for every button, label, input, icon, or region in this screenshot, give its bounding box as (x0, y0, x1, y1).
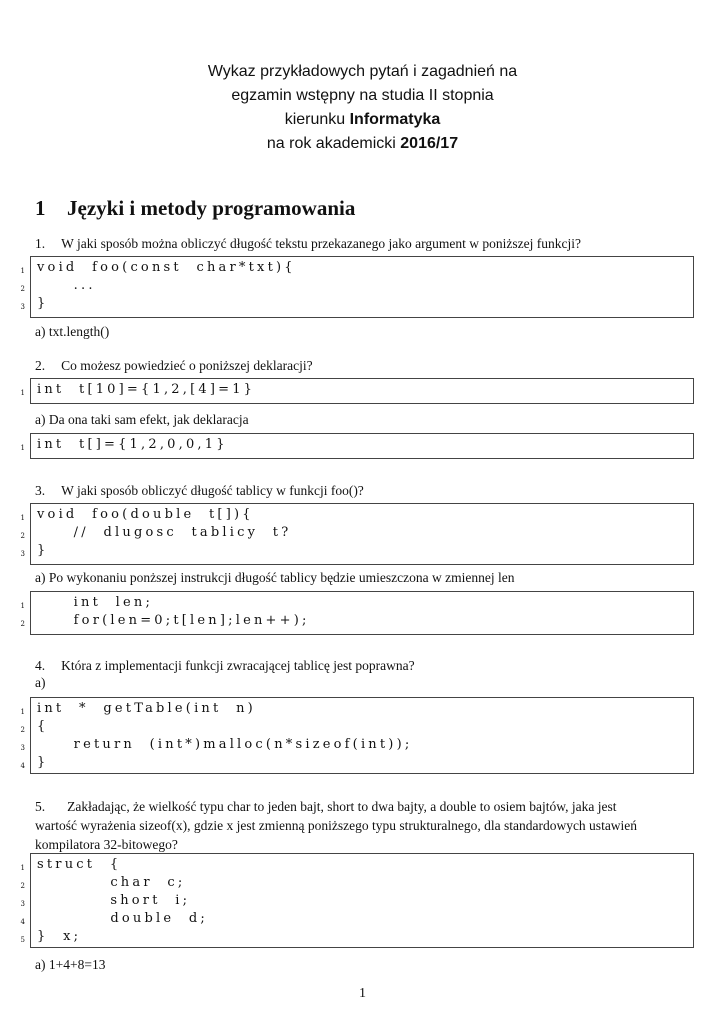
answer-q1: a) txt.length() (35, 324, 110, 339)
code-block-q1 (20, 256, 694, 318)
code-line (20, 856, 693, 874)
code-line (20, 612, 693, 630)
question-text: W jaki sposób obliczyć długość tablicy w funkcji foo()? (61, 483, 364, 498)
question-text: W jaki sposób można obliczyć długość tekstu przekazanego jako argument w poniższej funkcji? (61, 236, 581, 251)
code-text: double d; (37, 911, 208, 926)
line-number: 3 (20, 900, 25, 908)
code-line (20, 874, 693, 892)
question-5-line-2: wartość wyrażenia sizeof(x), gdzie x jest zmienną poniższego typu strukturalnego, dla standardowych ustawień (35, 818, 638, 833)
code-block-q4 (20, 697, 694, 774)
header-line-3-prefix: kierunku (284, 111, 350, 128)
header-line-4-prefix: na rok akademicki (266, 135, 401, 152)
code-line (20, 506, 693, 524)
code-text: return (int*)malloc(n*sizeof(int)); (37, 737, 413, 752)
code-text: short i; (37, 893, 191, 908)
answer-q3: a) Po wykonaniu ponższej instrukcji długość tablicy będzie umieszczona w zmiennej len (35, 570, 515, 585)
question-4 (35, 656, 695, 675)
answer-q4-label: a) (35, 675, 46, 690)
line-number: 2 (20, 620, 25, 628)
question-2 (35, 356, 695, 375)
code-line (20, 754, 693, 772)
header-line-4 (0, 132, 725, 156)
code-line (20, 892, 693, 910)
line-number: 3 (20, 550, 25, 558)
line-number: 2 (20, 726, 25, 734)
line-number: 2 (20, 882, 25, 890)
code-line (20, 910, 693, 928)
question-number: 1. (35, 236, 46, 251)
line-number: 3 (20, 303, 25, 311)
code-line (20, 436, 693, 454)
section-number: 1 (35, 196, 46, 220)
code-block-q2 (20, 378, 694, 404)
line-number: 1 (20, 602, 25, 610)
answer-q5: a) 1+4+8=13 (35, 957, 106, 972)
code-text: int t[]={1,2,0,0,1} (37, 437, 228, 452)
page-number: 1 (359, 986, 366, 1001)
question-text: Która z implementacji funkcji zwracającej tablicę jest poprawna? (61, 658, 415, 673)
question-number: 5. (35, 799, 46, 814)
code-line (20, 277, 693, 295)
code-text: char c; (37, 875, 186, 890)
question-5 (35, 797, 695, 854)
line-number: 1 (20, 864, 25, 872)
header-line-3 (0, 108, 725, 132)
line-number: 1 (20, 444, 25, 452)
code-text: ... (37, 278, 96, 293)
question-3 (35, 481, 695, 500)
line-number: 1 (20, 708, 25, 716)
line-number: 2 (20, 285, 25, 293)
code-line (20, 718, 693, 736)
code-text: void foo(const char*txt){ (37, 260, 296, 275)
code-line (20, 259, 693, 277)
code-text: void foo(double t[]){ (37, 507, 254, 522)
header-academic-year: 2016/17 (400, 135, 459, 152)
code-line (20, 594, 693, 612)
question-number: 4. (35, 658, 46, 673)
document-header (0, 60, 725, 156)
line-number: 1 (20, 514, 25, 522)
code-text: } (37, 296, 49, 311)
code-block-q3 (20, 503, 694, 565)
line-number: 3 (20, 744, 25, 752)
code-line (20, 736, 693, 754)
code-text: int * getTable(int n) (37, 701, 256, 716)
code-text: { (37, 719, 49, 734)
line-number: 4 (20, 918, 25, 926)
question-number: 2. (35, 358, 46, 373)
question-number: 3. (35, 483, 46, 498)
line-number: 1 (20, 267, 25, 275)
header-line-1: Wykaz przykładowych pytań i zagadnień na (207, 63, 518, 80)
question-text: Zakładając, że wielkość typu char to jeden bajt, short to dwa bajty, a double to osiem bajtów, jaka jest (67, 799, 617, 814)
question-text: Co możesz powiedzieć o poniższej deklaracji? (61, 358, 313, 373)
code-line (20, 542, 693, 560)
code-line (20, 295, 693, 313)
code-line (20, 524, 693, 542)
code-text: } (37, 755, 49, 770)
code-text: // dlugosc tablicy t? (37, 525, 292, 540)
code-text: int t[10]={1,2,[4]=1} (37, 382, 256, 397)
code-text: } (37, 543, 49, 558)
code-text: for(len=0;t[len];len++); (37, 613, 310, 628)
code-text: struct { (37, 857, 122, 872)
code-line (20, 928, 693, 946)
answer-q2: a) Da ona taki sam efekt, jak deklaracja (35, 412, 249, 427)
code-line (20, 381, 693, 399)
line-number: 4 (20, 762, 25, 770)
question-1 (35, 234, 695, 253)
code-line (20, 700, 693, 718)
question-5-line-3: kompilatora 32-bitowego? (35, 837, 178, 852)
line-number: 2 (20, 532, 25, 540)
header-field-of-study: Informatyka (349, 111, 441, 128)
code-text: int len; (37, 595, 154, 610)
code-block-q2-answer (20, 433, 694, 459)
question-5-line-1 (35, 797, 695, 816)
line-number: 5 (20, 936, 25, 944)
section-title (35, 196, 355, 221)
code-block-q5 (20, 853, 694, 948)
header-line-2: egzamin wstępny na studia II stopnia (231, 87, 494, 104)
section-title-text: Języki i metody programowania (67, 196, 356, 220)
line-number: 1 (20, 389, 25, 397)
code-text: } x; (37, 929, 82, 944)
code-block-q3-answer (20, 591, 694, 635)
